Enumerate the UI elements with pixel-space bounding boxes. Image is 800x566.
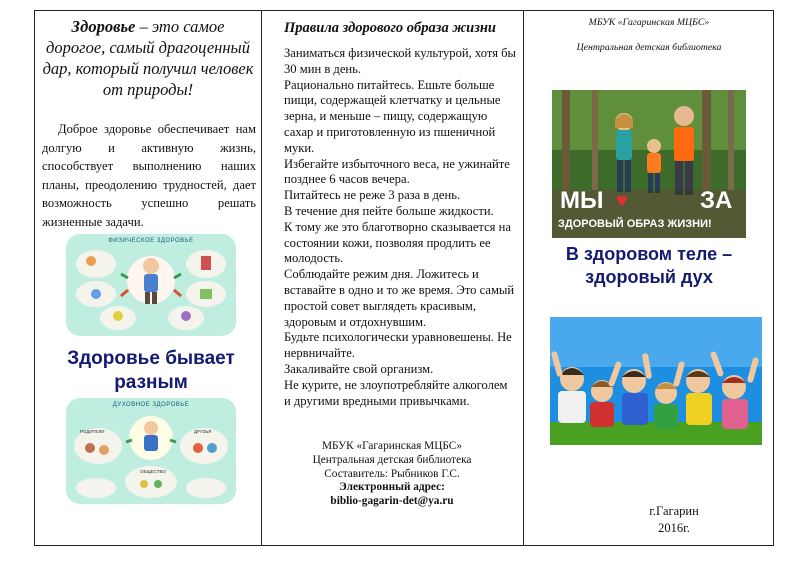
- physical-health-infographic: [66, 234, 236, 336]
- brochure-title: В здоровом теле – здоровый дух: [565, 244, 733, 287]
- health-quote: [42, 16, 254, 100]
- publisher-library: Центральная детская библиотека: [312, 453, 472, 466]
- rules-list: [284, 46, 516, 409]
- cover-library: Центральная детская библиотека: [576, 42, 722, 53]
- rule-item: Рационально питайтесь. Ешьте больше пищи, содержащей клетчатку и цельные зерна, и меньше – пищу, содержащую сахар и приготовленную из пшеничной муки.: [284, 77, 501, 155]
- health-intro-paragraph: Доброе здоровье обеспечивает нам долгую и активную жизнь, способствует выполнению наших планы, преодолению трудностей, дает возможность успешно решать жизненные задачи.: [42, 122, 256, 229]
- banner-slogan: ЗДОРОВЫЙ ОБРАЗ ЖИЗНИ!: [558, 218, 712, 230]
- city-name: г.Гагарин: [649, 504, 699, 518]
- infographic-title: ДУХОВНОЕ ЗДОРОВЬЕ: [112, 402, 190, 408]
- rule-item: Не курите, не злоупотребляйте алкоголем и другими вредными привычками.: [284, 377, 508, 408]
- rule-item: Избегайте избыточного веса, не ужинайте позднее 6 часов вечера.: [284, 156, 510, 187]
- publisher-org: МБУК «Гагаринская МЦБС»: [322, 440, 462, 452]
- city-year: [614, 503, 734, 537]
- publication-year: 2016г.: [658, 521, 690, 535]
- rule-item: К тому же это благотворно сказывается на состоянии кожи, позволяя продлить ее молодость.: [284, 219, 511, 266]
- panel-cover: [524, 10, 774, 546]
- rule-item: Будьте психологически уравновешены. Не нервничайте.: [284, 330, 512, 361]
- quote-rest: – это самое дорогое, самый драгоценный дар, который получил человек от природы!: [42, 17, 254, 99]
- rules-title: Правила здорового образа жизни: [284, 20, 496, 36]
- physical-health-diagram: [66, 234, 236, 336]
- label-parents: РОДИТЕЛИ: [80, 429, 105, 434]
- heart-icon: ♥: [616, 190, 628, 212]
- publisher-info: [262, 440, 522, 509]
- email-address: biblio-gagarin-det@ya.ru: [330, 495, 454, 508]
- banner-my: МЫ: [560, 187, 604, 214]
- rule-item: В течение дня пейте больше жидкости.: [284, 203, 494, 218]
- family-forest-photo: [552, 90, 746, 238]
- rule-item: Закаливайте свой организм.: [284, 361, 434, 376]
- panel-left: [36, 10, 260, 546]
- rule-item: Соблюдайте режим дня. Ложитесь и вставайте в одно и то же время. Это самый простой совет выглядеть красивым, здоровым и отдохнувшим.: [284, 267, 515, 329]
- cover-org: МБУК «Гагаринская МЦБС»: [588, 17, 710, 28]
- quote-lead: Здоровье: [71, 17, 136, 36]
- label-friends: ДРУЗЬЯ: [194, 429, 212, 434]
- children-photo: [550, 317, 762, 445]
- infographic-title: ФИЗИЧЕСКОЕ ЗДОРОВЬЕ: [108, 238, 194, 244]
- banner-za: ЗА: [700, 187, 733, 214]
- health-types-heading: Здоровье бывает разным: [67, 348, 235, 393]
- family-forest-illustration: [552, 90, 746, 238]
- email-label: Электронный адрес:: [339, 481, 445, 494]
- spiritual-health-diagram: [66, 398, 236, 504]
- panel-middle: [262, 10, 522, 546]
- spiritual-health-infographic: [66, 398, 236, 504]
- children-illustration: [550, 317, 762, 445]
- rule-item: Питайтесь не реже 3 раза в день.: [284, 188, 461, 203]
- label-society: ОБЩЕСТВО: [140, 469, 166, 474]
- compiler-name: Составитель: Рыбников Г.С.: [324, 467, 460, 480]
- rule-item: Заниматься физической культурой, хотя бы 30 мин в день.: [284, 46, 516, 76]
